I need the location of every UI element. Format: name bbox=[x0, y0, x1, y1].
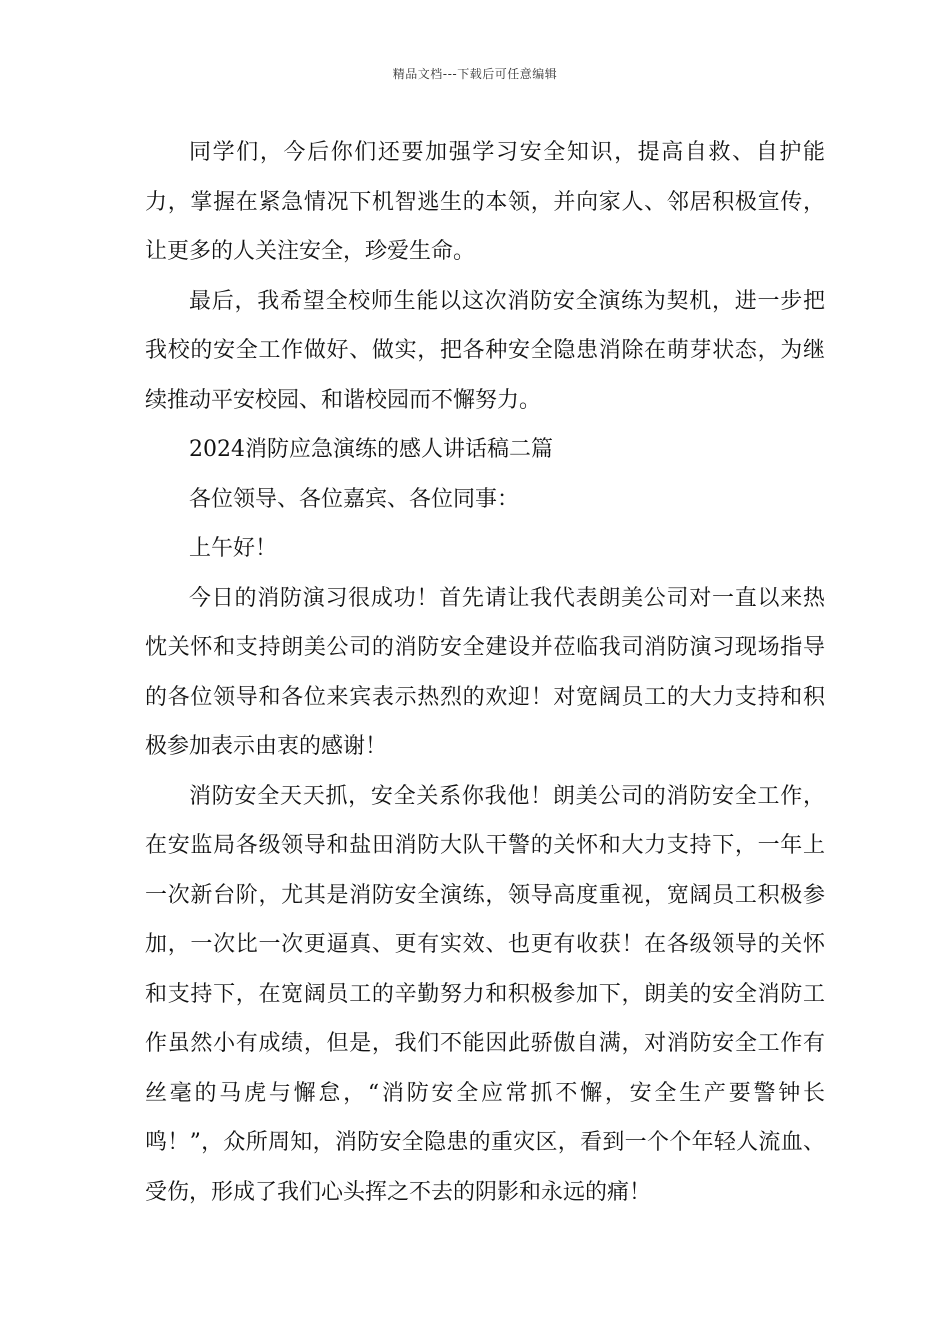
paragraph-welcome: 今日的消防演习很成功！首先请让我代表朗美公司对一直以来热忱关怀和支持朗美公司的消防安全建设并莅临我司消防演习现场指导的各位领导和各位来宾表示热烈的欢迎！对宽阔员工的大力支持和积极参加表示由衷的感谢！ bbox=[145, 585, 825, 759]
paragraph-fire-safety-work: 消防安全天天抓，安全关系你我他！朗美公司的消防安全工作，在安监局各级领导和盐田消防大队干警的关怀和大力支持下，一年上一次新台阶，尤其是消防安全演练，领导高度重视，宽阔员工积极参加，一次比一次更逼真、更有实效、也更有收获！在各级领导的关怀和支持下，在宽阔员工的辛勤努力和积极参加下，朗美的安全消防工作虽然小有成绩，但是，我们不能因此骄傲自满，对消防安全工作有丝毫的马虎与懈怠，“消防安全应常抓不懈，安全生产要警钟长鸣！”，众所周知，消防安全隐患的重灾区，看到一个个年轻人流血、受伤，形成了我们心头挥之不去的阴影和永远的痛！ bbox=[145, 783, 825, 1205]
section-title: 2024消防应急演练的感人讲话稿二篇 bbox=[189, 437, 553, 462]
paragraph-safety-knowledge: 同学们，今后你们还要加强学习安全知识，提高自救、自护能力，掌握在紧急情况下机智逃生的本领，并向家人、邻居积极宣传，让更多的人关注安全，珍爱生命。 bbox=[145, 140, 825, 264]
page-header: 精品文档---下载后可任意编辑 bbox=[392, 67, 558, 81]
paragraph-conclusion: 最后，我希望全校师生能以这次消防安全演练为契机，进一步把我校的安全工作做好、做实，把各种安全隐患消除在萌芽状态，为继续推动平安校园、和谐校园而不懈努力。 bbox=[145, 288, 825, 413]
document-body bbox=[145, 128, 825, 1217]
salutation: 各位领导、各位嘉宾、各位同事： bbox=[189, 486, 520, 512]
greeting: 上午好！ bbox=[189, 536, 278, 561]
